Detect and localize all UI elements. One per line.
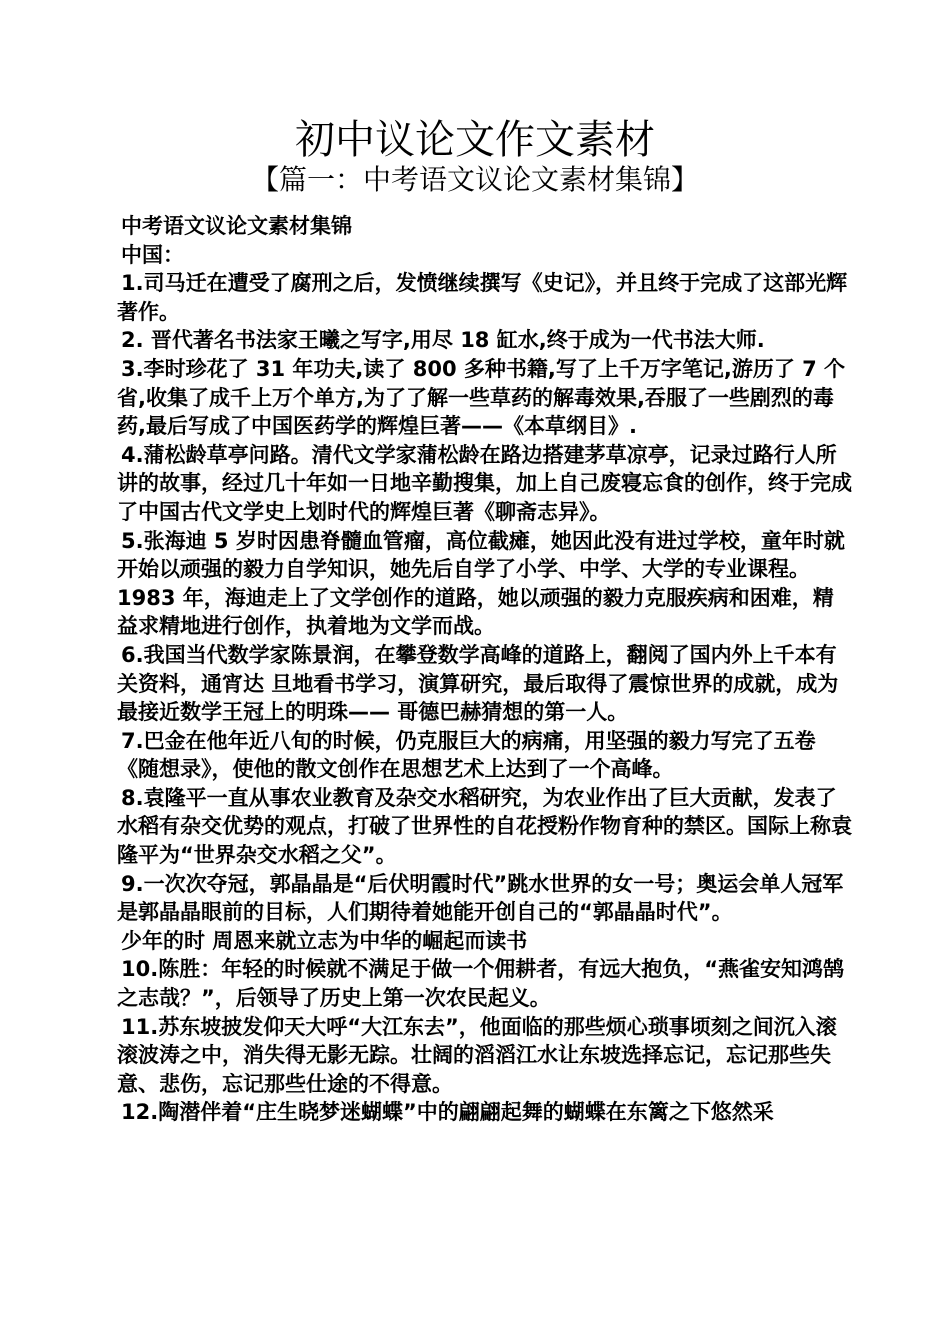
subheading: 少年的时 周恩来就立志为中华的崛起而读书 xyxy=(121,928,528,953)
paragraph-item: 1.司马迁在遭受了腐刑之后，发愤继续撰写《史记》，并且终于完成了这部光辉著作。 xyxy=(117,271,848,324)
category-heading: 中国： xyxy=(121,242,184,267)
section-heading: 中考语文议论文素材集锦 xyxy=(121,214,352,238)
document-body xyxy=(117,212,852,1127)
paragraph-item: 12.陶潜伴着“庄生晓梦迷蝴蝶”中的翩翩起舞的蝴蝶在东篱之下悠然采 xyxy=(121,1100,774,1125)
paragraph-item: 11.苏东坡披发仰天大呼“大江东去”，他面临的那些烦心琐事顷刻之间沉入滚滚波涛之中，消失得无影无踪。壮阔的滔滔江水让东坡选择忘记，忘记那些失意、悲伤，忘记那些仕途的不得意。 xyxy=(117,1014,837,1096)
paragraph-item: 5.张海迪 5 岁时因患脊髓血管瘤，高位截瘫，她因此没有进过学校，童年时就开始以顽强的毅力自学知识，她先后自学了小学、中学、大学的专业课程。1983 年，海迪走上了文学创作的道路，她以顽强的毅力克服疾病和困难，精益求精地进行创作，执着地为文学而战。 xyxy=(117,528,845,639)
paragraph-item: 3.李时珍花了 31 年功夫,读了 800 多种书籍,写了上千万字笔记,游历了 7 个省,收集了成千上万个单方,为了了解一些草药的解毒效果,吞服了一些剧烈的毒药,最后写成了中国医药学的辉煌巨著——《本草纲目》. xyxy=(117,356,846,439)
paragraph-item: 10.陈胜：年轻的时候就不满足于做一个佣耕者，有远大抱负，“燕雀安知鸿鹄之志哉？”，后领导了历史上第一次农民起义。 xyxy=(117,957,844,1011)
paragraph-item: 9.一次次夺冠，郭晶晶是“后伏明霞时代”跳水世界的女一号；奥运会单人冠军是郭晶晶眼前的目标，人们期待着她能开创自己的“郭晶晶时代”。 xyxy=(117,871,844,925)
paragraph-item: 6.我国当代数学家陈景润，在攀登数学高峰的道路上，翻阅了国内外上千本有关资料，通宵达 旦地看书学习，演算研究，最后取得了震惊世界的成就，成为最接近数学王冠上的明珠—— 哥德巴赫猜想的第一人。 xyxy=(117,642,839,725)
document-subtitle: 【篇一：中考语文议论文素材集锦】 xyxy=(250,163,699,196)
document-title: 初中议论文作文素材 xyxy=(295,117,655,163)
paragraph-item: 8.袁隆平一直从事农业教育及杂交水稻研究，为农业作出了巨大贡献，发表了水稻有杂交优势的观点，打破了世界性的自花授粉作物育种的禁区。国际上称袁隆平为“世界杂交水稻之父”。 xyxy=(117,785,852,868)
paragraph-item: 4.蒲松龄草亭问路。清代文学家蒲松龄在路边搭建茅草凉亭，记录过路行人所讲的故事，经过几十年如一日地辛勤搜集，加上自己废寝忘食的创作，终于完成了中国古代文学史上划时代的辉煌巨著《聊斋志异》。 xyxy=(117,442,852,524)
paragraph-item: 2. 晋代著名书法家王曦之写字,用尽 18 缸水,终于成为一代书法大师. xyxy=(121,328,765,353)
paragraph-item: 7.巴金在他年近八旬的时候，仍克服巨大的病痛，用坚强的毅力写完了五卷《随想录》，使他的散文创作在思想艺术上达到了一个高峰。 xyxy=(117,728,816,782)
